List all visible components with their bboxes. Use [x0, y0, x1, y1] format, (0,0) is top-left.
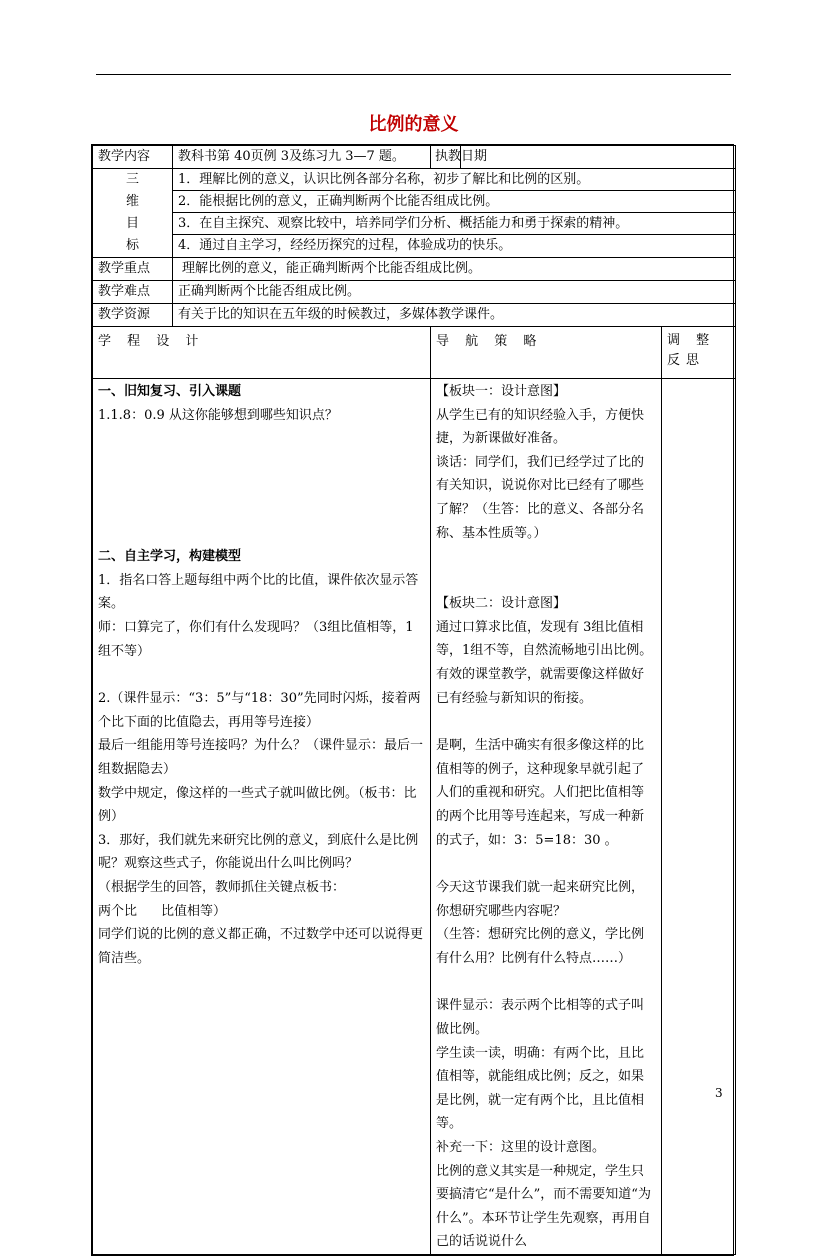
block-heading: 【板块二：设计意图】	[436, 596, 567, 612]
resources-value: 有关于比的知识在五年级的时候教过，多媒体教学课件。	[173, 304, 736, 327]
goals-label: 三 维 目 标	[93, 169, 173, 258]
strategy-paragraph: 补充一下：这里的设计意图。	[436, 1140, 606, 1156]
design-paragraph: 数学中规定，像这样的一些式子就叫做比例。（板书：比例）	[98, 785, 417, 825]
strategy-paragraph: 是啊，生活中确实有很多像这样的比值相等的例子，这种现象早就引起了人们的重视和研究。人们把比值相等的两个比用等号连起来，写成一种新的式子，如：3：5=18：30 。	[436, 738, 645, 848]
strategy-paragraph: 今天这节课我们就一起来研究比例，你想研究哪些内容呢？	[436, 880, 645, 919]
section-heading: 二、自主学习，构建模型	[98, 549, 242, 565]
content-row	[93, 146, 736, 169]
reflect-column-header: 调 整 反思	[662, 327, 736, 379]
design-paragraph: 1．指名口答上题每组中两个比的比值，课件依次显示答案。	[98, 572, 419, 612]
strategy-paragraph: 通过口算求比值，发现有 3组比值相等，1组不等，自然流畅地引出比例。有效的课堂教学，就需要像这样做好已有经验与新知识的衔接。	[436, 619, 653, 706]
design-paragraph: 3．那好，我们就先来研究比例的意义，到底什么是比例呢？观察这些式子，你能说出什么叫比例吗？	[98, 832, 419, 872]
key-row	[93, 258, 736, 281]
header-rule	[96, 74, 731, 75]
column-header-row	[93, 327, 736, 379]
strategy-paragraph: 从学生已有的知识经验入手，方便快捷，为新课做好准备。	[436, 407, 645, 447]
strategy-paragraph: 谈话：同学们，我们已经学过了比的有关知识，说说你对比已经有了哪些了解？（生答：比的意义、各部分名称、基本性质等。）	[436, 454, 645, 541]
key-label: 教学重点	[93, 258, 173, 281]
strategy-paragraph: 课件显示：表示两个比相等的式子叫做比例。	[436, 998, 645, 1038]
page-title: 比例的意义	[368, 114, 459, 135]
goal-item: 2．能根据比例的意义，正确判断两个比能否组成比例。	[173, 191, 735, 213]
design-paragraph: 最后一组能用等号连接吗？为什么？（课件显示：最后一组数据隐去）	[98, 738, 424, 777]
goals-row	[93, 169, 736, 258]
strategy-paragraph: （生答：想研究比例的意义，学比例有什么用？比例有什么特点……）	[436, 927, 645, 966]
goal-item: 4．通过自主学习，经经历探究的过程，体验成功的快乐。	[178, 238, 512, 253]
design-paragraph: 两个比 比值相等）	[98, 903, 227, 919]
key-value: 理解比例的意义，能正确判断两个比能否组成比例。	[173, 258, 736, 281]
design-paragraph: 1.1.8：0.9 从这你能够想到哪些知识点？	[98, 407, 338, 423]
goal-item: 1．理解比例的意义，认识比例各部分名称，初步了解比和比例的区别。	[173, 169, 735, 191]
strategy-paragraph: 学生读一读，明确：有两个比，且比值相等，就能组成比例；反之，如果是比例，就一定有两个比，且比值相等。	[436, 1045, 645, 1132]
goal-item: 3．在自主探究、观察比较中，培养同学们分析、概括能力和勇于探索的精神。	[173, 213, 735, 235]
difficulty-value: 正确判断两个比能否组成比例。	[173, 281, 736, 304]
resources-row	[93, 304, 736, 327]
page-number: 3	[715, 1086, 723, 1100]
strategy-column-header: 导 航 策 略	[431, 327, 662, 379]
date-value	[461, 146, 736, 169]
resources-label: 教学资源	[93, 304, 173, 327]
design-paragraph: 师：口算完了，你们有什么发现吗？（3组比值相等，1组不等）	[98, 619, 414, 659]
block-heading: 【板块一：设计意图】	[436, 384, 567, 399]
difficulty-row	[93, 281, 736, 304]
strategy-paragraph: 比例的意义其实是一种规定，学生只要搞清它“是什么”，而不需要知道“为什么”。本环节让学生先观察，再用自己的话说说什么	[436, 1163, 651, 1250]
section-heading: 一、旧知复习、引入课题	[98, 384, 242, 399]
content-label: 教学内容	[93, 146, 173, 169]
content-value: 教科书第 40页例 3及练习九 3—7 题。	[173, 146, 431, 169]
design-column-header: 学 程 设 计	[93, 327, 431, 379]
difficulty-label: 教学难点	[93, 281, 173, 304]
design-paragraph: 同学们说的比例的意义都正确，不过数学中还可以说得更简洁些。	[98, 927, 424, 966]
strategy-column	[431, 379, 662, 1255]
design-column	[93, 379, 431, 1255]
reflect-column	[662, 379, 736, 1255]
design-paragraph: （根据学生的回答，教师抓住关键点板书：	[98, 879, 346, 895]
design-paragraph: 2.（课件显示：“3：5”与“18：30”先同时闪烁，接着两个比下面的比值隐去，再用等号连接）	[98, 691, 421, 730]
lesson-plan-table	[91, 144, 734, 1256]
lesson-body-row	[93, 379, 736, 1255]
date-label: 执教日期	[431, 146, 461, 169]
goals-list	[173, 169, 736, 258]
